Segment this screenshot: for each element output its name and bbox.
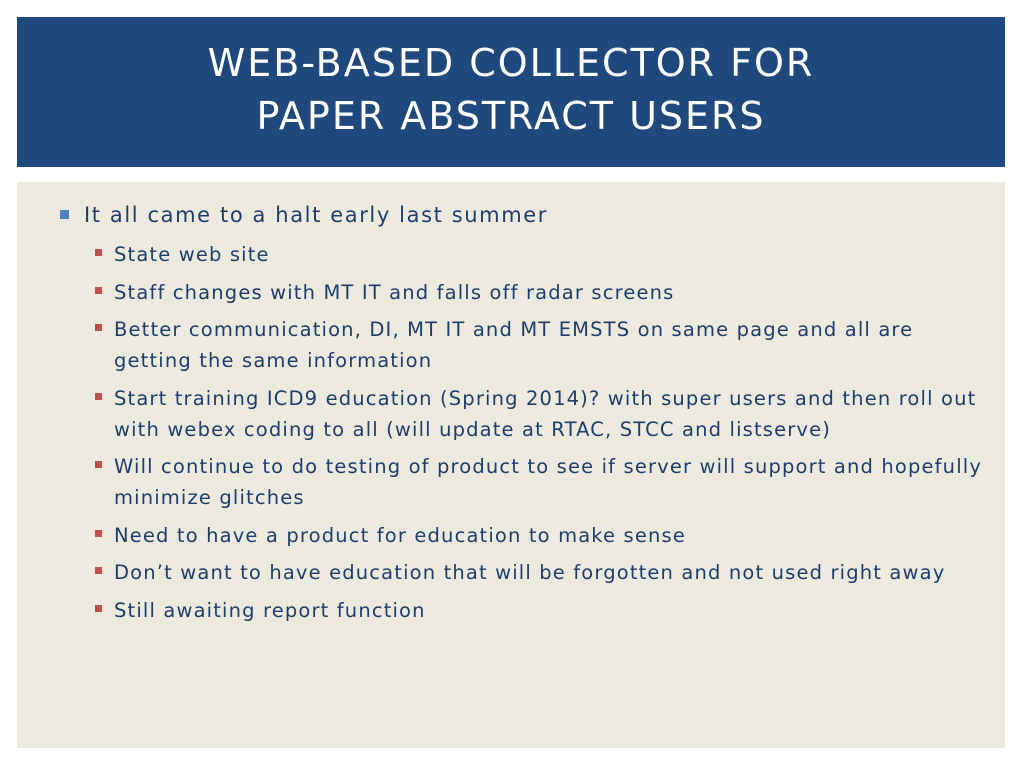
square-bullet-icon bbox=[95, 461, 102, 468]
main-bullet-text: It all came to a halt early last summer bbox=[84, 203, 549, 227]
sub-bullet-item bbox=[95, 277, 985, 308]
sub-bullet-text: Will continue to do testing of product to see if server will support and hopefully minimize glitches bbox=[114, 455, 983, 509]
sub-bullet-item bbox=[95, 314, 985, 376]
square-bullet-icon bbox=[60, 210, 69, 219]
square-bullet-icon bbox=[95, 249, 102, 256]
square-bullet-icon bbox=[95, 530, 102, 537]
slide-title-line-1: WEB-BASED COLLECTOR FOR bbox=[207, 41, 815, 85]
square-bullet-icon bbox=[95, 605, 102, 612]
sub-bullet-item bbox=[95, 239, 985, 270]
sub-bullet-item bbox=[95, 557, 985, 588]
sub-bullet-list bbox=[95, 239, 985, 632]
sub-bullet-item bbox=[95, 595, 985, 626]
sub-bullet-text: State web site bbox=[114, 243, 270, 266]
slide-title-line-2: PAPER ABSTRACT USERS bbox=[256, 94, 766, 138]
slide-content-box bbox=[17, 182, 1005, 748]
sub-bullet-text: Staff changes with MT IT and falls off radar screens bbox=[114, 280, 675, 304]
sub-bullet-text: Need to have a product for education to make sense bbox=[114, 523, 686, 547]
sub-bullet-text: Start training ICD9 education (Spring 2014)? with super users and then roll out with webex coding to all (will update at RTAC, STCC and listserve) bbox=[114, 386, 977, 441]
sub-bullet-text: Don’t want to have education that will be forgotten and not used right away bbox=[114, 561, 946, 584]
sub-bullet-item bbox=[95, 383, 985, 445]
sub-bullet-text: Better communication, DI, MT IT and MT EMSTS on same page and all are getting the same information bbox=[114, 318, 914, 372]
sub-bullet-text: Still awaiting report function bbox=[114, 598, 426, 622]
square-bullet-icon bbox=[95, 393, 102, 400]
square-bullet-icon bbox=[95, 567, 102, 574]
square-bullet-icon bbox=[95, 287, 102, 294]
square-bullet-icon bbox=[95, 324, 102, 331]
sub-bullet-item bbox=[95, 451, 985, 513]
main-bullet-item bbox=[60, 202, 990, 228]
slide-title-band bbox=[17, 17, 1005, 167]
sub-bullet-item bbox=[95, 520, 985, 551]
